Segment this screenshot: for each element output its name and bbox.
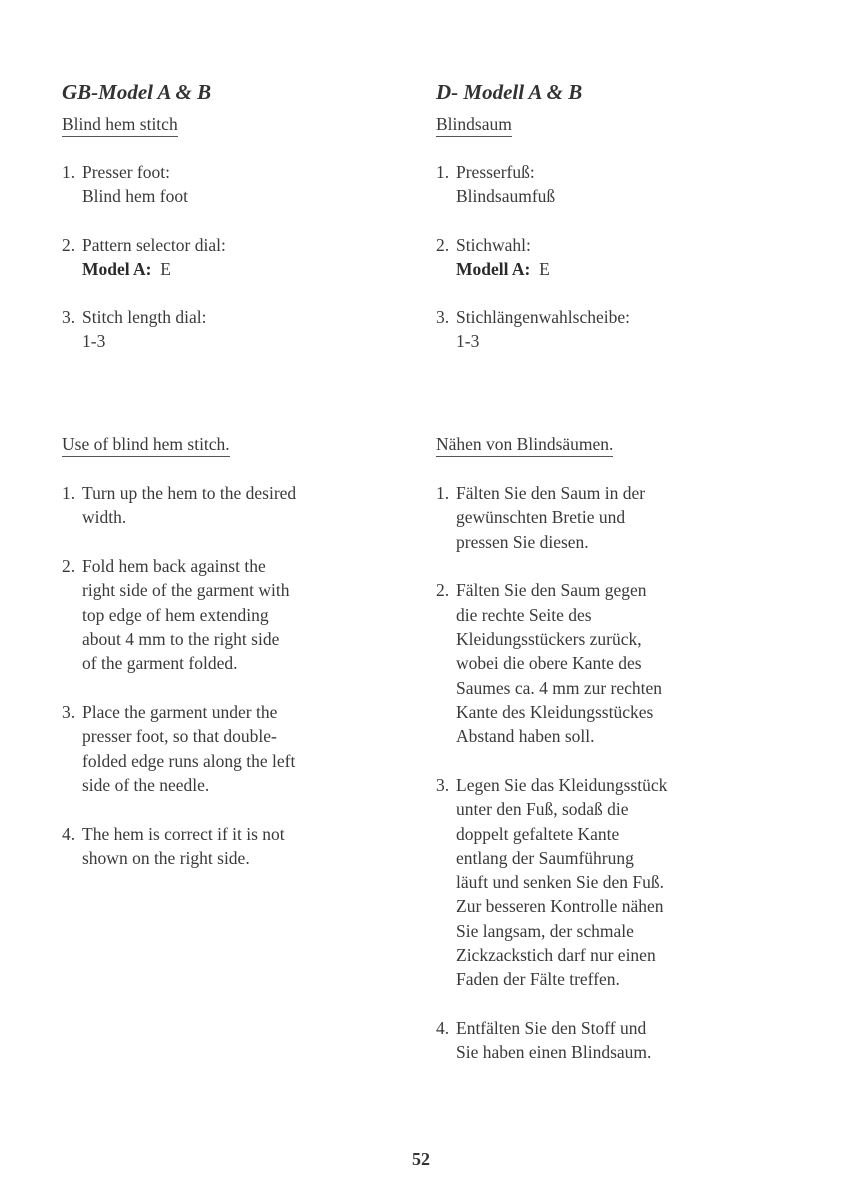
english-usage-heading-wrap	[62, 432, 230, 457]
german-settings	[436, 160, 766, 354]
english-usage-heading: Use of blind hem stitch.	[62, 433, 230, 457]
english-setting-1: 1. Presser foot: Blind hem foot	[62, 162, 188, 207]
english-step-2: 2. Fold hem back against the right side of the garment with top edge of hem extending about 4 mm to the right side of the garment folded.	[62, 556, 290, 674]
english-title: GB-Model A & B	[62, 80, 212, 104]
english-setting-2: 2. Pattern selector dial: Model A: E	[62, 234, 226, 279]
german-step-4: 4. Entfälten Sie den Stoff und Sie haben einen Blindsaum.	[436, 1018, 652, 1063]
english-column	[62, 78, 392, 378]
german-step-2: 2. Fälten Sie den Saum gegen die rechte Seite des Kleidungsstückers zurück, wobei die obere Kante des Saumes ca. 4 mm zur rechten Kante des Kleidungsstückes Abstand haben soll.	[436, 580, 663, 747]
german-title: D- Modell A & B	[436, 80, 583, 104]
english-step-4: 4. The hem is correct if it is not shown on the right side.	[62, 823, 285, 869]
page-number: 52	[412, 1149, 430, 1169]
model-label: Model A:	[82, 258, 152, 279]
german-steps	[436, 481, 736, 1089]
german-setting-2: 2. Stichwahl: Modell A: E	[436, 234, 550, 279]
german-step-1: 1. Fälten Sie den Saum in der gewünschten Bretie und pressen Sie diesen.	[436, 483, 646, 552]
english-step-3: 3. Place the garment under the presser foot, so that double- folded edge runs along the left side of the needle.	[62, 702, 296, 795]
german-step-3: 3. Legen Sie das Kleidungsstück unter den Fuß, sodaß die doppelt gefaltete Kante entlang der Saumführung läuft und senken Sie den Fuß. Zur besseren Kontrolle nähen Sie langsam, der schmale Zickzackstich darf nur einen Faden der Fälte treffen.	[436, 774, 668, 990]
modell-label: Modell A:	[456, 258, 531, 279]
english-settings	[62, 160, 392, 354]
german-setting-1: 1. Presserfuß: Blindsaumfuß	[436, 162, 556, 207]
german-setting-3: 3. Stichlängenwahlscheibe: 1-3	[436, 307, 630, 352]
english-setting-3: 3. Stitch length dial: 1-3	[62, 307, 207, 352]
german-usage-heading: Nähen von Blindsäumen.	[436, 433, 613, 457]
german-subtitle: Blindsaum	[436, 113, 512, 137]
german-usage-heading-wrap	[436, 432, 613, 457]
english-steps	[62, 481, 362, 895]
german-column	[436, 78, 766, 378]
english-subtitle: Blind hem stitch	[62, 113, 178, 137]
english-step-1: 1. Turn up the hem to the desired width.	[62, 483, 297, 528]
